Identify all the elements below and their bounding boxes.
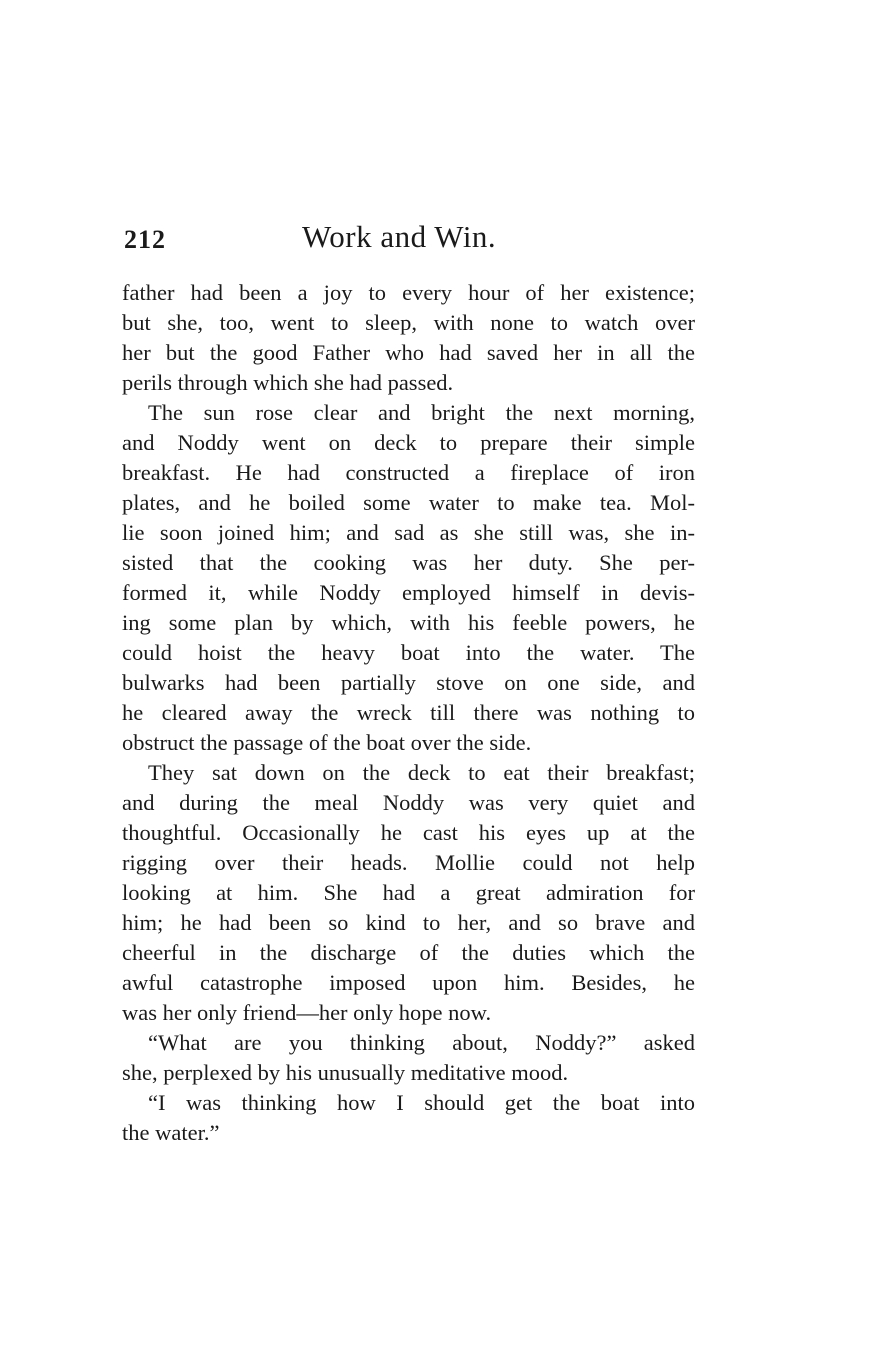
text-line: her but the good Father who had saved her in all the bbox=[122, 340, 695, 365]
text-line: but she, too, went to sleep, with none to watch over bbox=[122, 310, 695, 335]
text-line: thoughtful. Occasionally he cast his eyes up at the bbox=[122, 820, 695, 845]
text-line: plates, and he boiled some water to make tea. Mol- bbox=[122, 490, 695, 515]
running-head bbox=[124, 219, 704, 259]
text-line: formed it, while Noddy employed himself in devis- bbox=[122, 580, 695, 605]
text-line: cheerful in the discharge of the duties which the bbox=[122, 940, 695, 965]
text-line: and during the meal Noddy was very quiet and bbox=[122, 790, 695, 815]
text-line: They sat down on the deck to eat their breakfast; bbox=[148, 760, 695, 785]
text-line: “I was thinking how I should get the boat into bbox=[148, 1090, 695, 1115]
text-line: could hoist the heavy boat into the water. The bbox=[122, 640, 695, 665]
text-line: breakfast. He had constructed a fireplace of iron bbox=[122, 460, 695, 485]
text-line: obstruct the passage of the boat over the side. bbox=[122, 730, 532, 755]
text-line: father had been a joy to every hour of her existence; bbox=[122, 280, 695, 305]
text-line: lie soon joined him; and sad as she still was, she in- bbox=[122, 520, 695, 545]
text-line: was her only friend—her only hope now. bbox=[122, 1000, 492, 1025]
text-line: the water.” bbox=[122, 1120, 220, 1145]
text-line: she, perplexed by his unusually meditative mood. bbox=[122, 1060, 569, 1085]
text-line: awful catastrophe imposed upon him. Besides, he bbox=[122, 970, 695, 995]
book-title: Work and Win. bbox=[302, 219, 497, 254]
text-line: “What are you thinking about, Noddy?” asked bbox=[148, 1030, 695, 1055]
text-line: and Noddy went on deck to prepare their simple bbox=[122, 430, 695, 455]
text-line: he cleared away the wreck till there was nothing to bbox=[122, 700, 695, 725]
text-line: The sun rose clear and bright the next morning, bbox=[148, 400, 695, 425]
text-line: perils through which she had passed. bbox=[122, 370, 454, 395]
page-number: 212 bbox=[124, 225, 166, 254]
text-line: bulwarks had been partially stove on one side, and bbox=[122, 670, 695, 695]
text-line: sisted that the cooking was her duty. She per- bbox=[122, 550, 695, 575]
text-line: ing some plan by which, with his feeble powers, he bbox=[122, 610, 695, 635]
text-line: rigging over their heads. Mollie could not help bbox=[122, 850, 695, 875]
body-text bbox=[122, 278, 695, 1148]
text-line: him; he had been so kind to her, and so brave and bbox=[122, 910, 695, 935]
text-line: looking at him. She had a great admiration for bbox=[122, 880, 695, 905]
